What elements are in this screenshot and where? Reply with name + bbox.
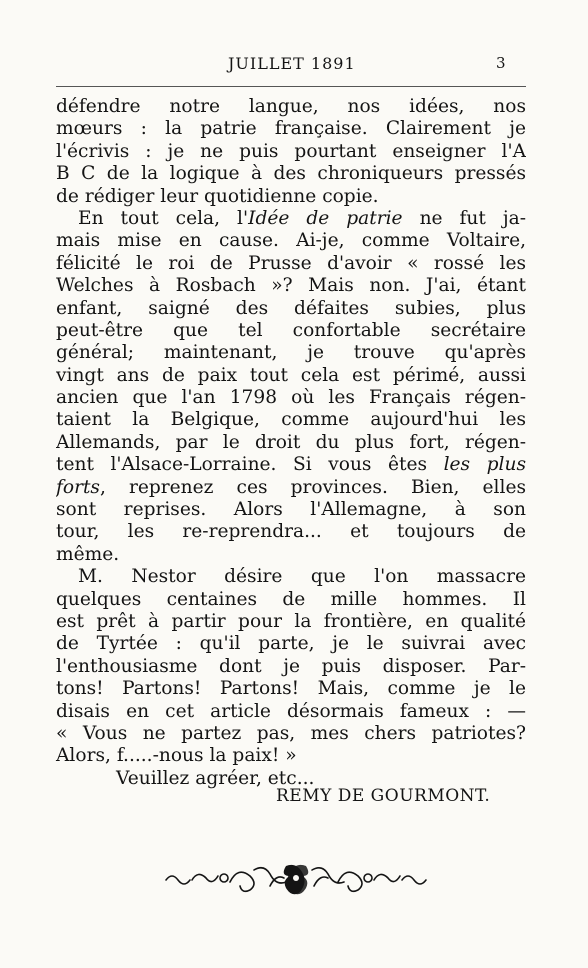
text-line: sont reprises. Alors l'Allemagne, à son (56, 499, 526, 521)
text-line: l'enthousiasme dont je puis disposer. Par- (56, 655, 526, 677)
vignette-ornament (162, 858, 430, 898)
text-line (56, 208, 526, 230)
italic-run: forts (56, 476, 100, 498)
running-head (0, 54, 588, 76)
running-title: JUILLET 1891 (228, 54, 356, 73)
text-line: peut-être que tel confortable secrétaire (56, 319, 526, 341)
text-run: ne fut ja- (402, 207, 526, 229)
text-line: général; maintenant, je trouve qu'après (56, 342, 526, 364)
text-line: Welches à Rosbach »? Mais non. J'ai, étant (56, 275, 526, 297)
text-line: ancien que l'an 1798 où les Français régen- (56, 387, 526, 409)
text-line: même. (56, 543, 120, 565)
text-line (56, 454, 526, 476)
text-line (56, 477, 526, 499)
text-run: , reprenez ces provinces. Bien, elles (99, 476, 526, 498)
text-line: taient la Belgique, comme aujourd'hui les (56, 409, 526, 431)
text-run: En tout cela, l' (78, 207, 249, 229)
text-line: est prêt à partir pour la frontière, en qualité (56, 610, 526, 632)
text-line: vingt ans de paix tout cela est périmé, aussi (56, 364, 526, 386)
body-text (56, 96, 526, 790)
text-line: B C de la logique à des chroniqueurs pressés (56, 163, 526, 185)
text-line: disais en cet article désormais fameux : — (56, 700, 526, 722)
text-line: félicité le roi de Prusse d'avoir « rossé les (56, 252, 526, 274)
text-line: défendre notre langue, nos idées, nos (56, 96, 526, 117)
text-run: tent l'Alsace-Lorraine. Si vous êtes (56, 454, 444, 476)
page-number: 3 (496, 54, 506, 72)
signature: REMY DE GOURMONT. (276, 786, 491, 806)
text-line: l'écrivis : je ne puis pourtant enseigner l'A (56, 140, 526, 162)
text-line: Veuillez agréer, etc... (116, 767, 315, 789)
text-line: de Tyrtée : qu'il parte, je le suivrai avec (56, 633, 526, 655)
text-line: de rédiger leur quotidienne copie. (56, 185, 379, 207)
text-line: quelques centaines de mille hommes. Il (56, 588, 526, 610)
text-line: mœurs : la patrie française. Clairement je (56, 118, 526, 140)
italic-run: Idée de patrie (248, 207, 403, 229)
text-line: tour, les re-reprendra... et toujours de (56, 521, 526, 543)
text-line: mais mise en cause. Ai-je, comme Voltaire, (56, 230, 526, 252)
text-line: Allemands, par le droit du plus fort, régen- (56, 431, 526, 453)
text-line: « Vous ne partez pas, mes chers patriotes? (56, 722, 526, 744)
italic-run: les plus (443, 454, 526, 476)
text-line: Alors, f.....-nous la paix! » (56, 745, 297, 767)
text-line: tons! Partons! Partons! Mais, comme je le (56, 678, 526, 700)
text-line: M. Nestor désire que l'on massacre (78, 566, 526, 588)
text-line: enfant, saigné des défaites subies, plus (56, 297, 526, 319)
header-rule (56, 86, 526, 87)
